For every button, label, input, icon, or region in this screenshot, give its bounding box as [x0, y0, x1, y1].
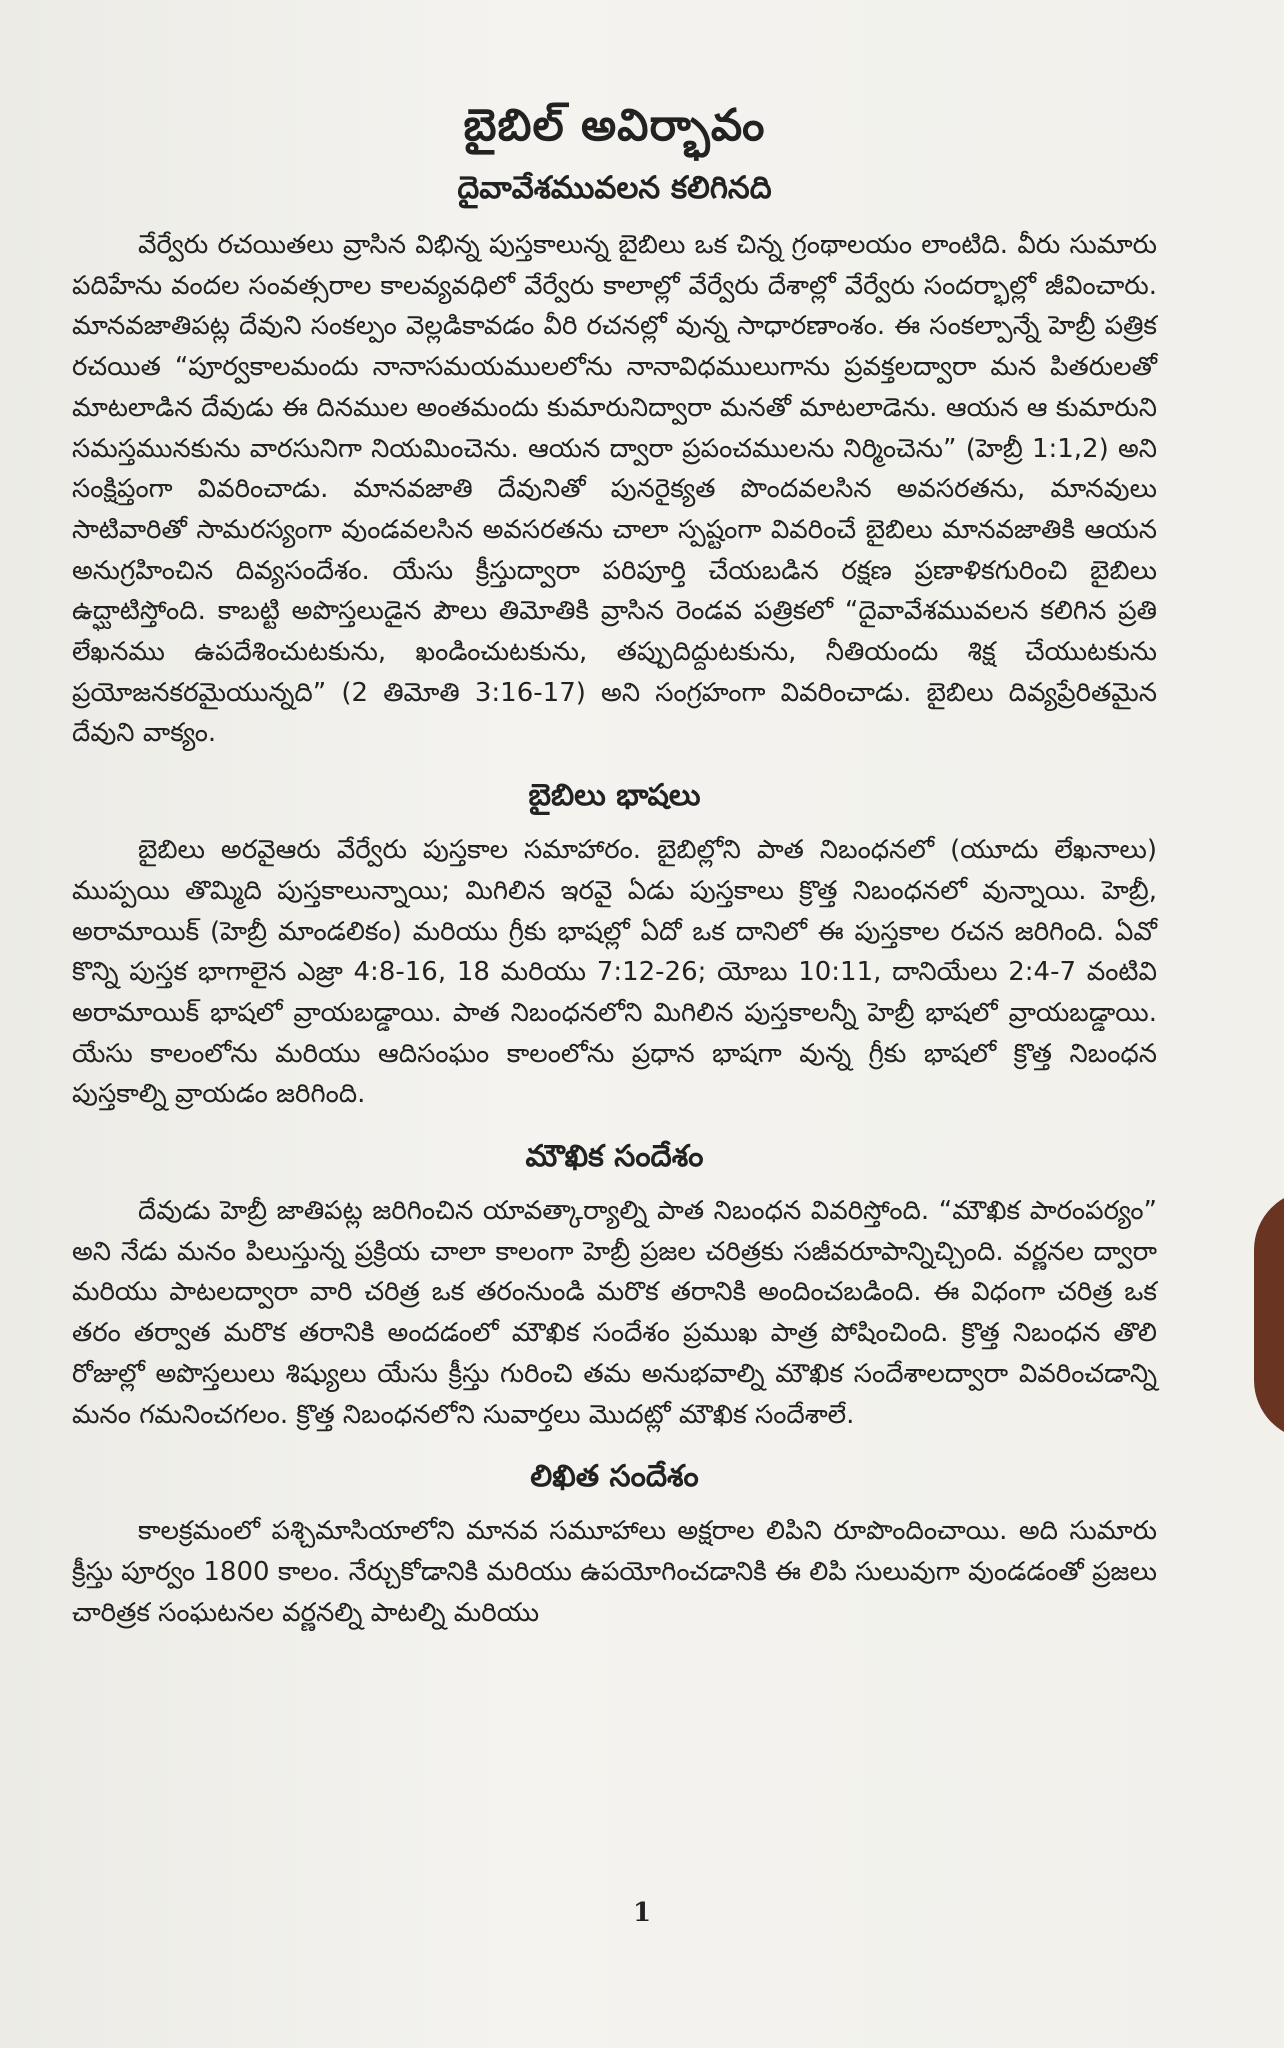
page-title: బైబిల్ అవిర్భావం — [463, 100, 766, 151]
section-heading-written-message: లిఖిత సందేశం — [530, 1459, 699, 1495]
section-paragraph-languages: బైబిలు అరవైఆరు వేర్వేరు పుస్తకాల సమాహారం. బైబిల్లోని పాత నిబంధనలో (యూదు లేఖనాలు) ముప్పయి తొమ్మిది పుస్తకాలున్నాయి; మిగిలిన ఇరవై ఏడు పుస్తకాలు క్రొత్త నిబంధనలో వున్నాయి. హెబ్రీ, అరామాయిక్ (హెబ్రీ మాండలికం) మరియు గ్రీకు భాషల్లో ఏదో ఒక దానిలో ఈ పుస్తకాల రచన జరిగింది. ఏవో కొన్ని పుస్తక భాగాలైన ఎజ్రా 4:8-16, 18 మరియు 7:12-26; యోబు 10:11, దానియేలు 2:4-7 వంటివి అరామాయిక్ భాషలో వ్రాయబడ్డాయి. పాత నిబంధనలోని మిగిలిన పుస్తకాలన్నీ హెబ్రీ భాషలో వ్రాయబడ్డాయి. యేసు కాలంలోను మరియు ఆదిసంఘం కాలంలోను ప్రధాన భాషగా వున్న గ్రీకు భాషలో క్రొత్త నిబంధన పుస్తకాల్ని వ్రాయడం జరిగింది. — [72, 835, 1157, 1110]
page-content — [72, 100, 1157, 1633]
section-heading-oral-message: మౌఖిక సందేశం — [525, 1139, 704, 1175]
section-paragraph-written-message: కాలక్రమంలో పశ్చిమాసియాలోని మానవ సమూహాలు అక్షరాల లిపిని రూపొందించాయి. అది సుమారు క్రీస్తు పూర్వం 1800 కాలం. నేర్చుకోడానికి మరియు ఉపయోగించడానికి ఈ లిపి సులువుగా వుండడంతో ప్రజలు చారిత్రక సంఘటనల వర్ణనల్ని పాటల్ని మరియు — [72, 1516, 1157, 1628]
section-heading-languages: బైబిలు భాషలు — [528, 778, 701, 814]
page-number: 1 — [632, 1898, 652, 1928]
section-paragraph-inspiration: వేర్వేరు రచయితలు వ్రాసిన విభిన్న పుస్తకాలున్న బైబిలు ఒక చిన్న గ్రంథాలయం లాంటిది. వీరు సుమారు పదిహేను వందల సంవత్సరాల కాలవ్యవధిలో వేర్వేరు కాలాల్లో వేర్వేరు దేశాల్లో వేర్వేరు సందర్భాల్లో జీవించారు. మానవజాతిపట్ల దేవుని సంకల్పం వెల్లడికావడం వీరి రచనల్లో వున్న సాధారణాంశం. ఈ సంకల్పాన్నే హెబ్రీ పత్రిక రచయిత “పూర్వకాలమందు నానాసమయములలోను నానావిధములుగాను ప్రవక్తలద్వారా మన పితరులతో మాటలాడిన దేవుడు ఈ దినముల అంతమందు కుమారునిద్వారా మనతో మాటలాడెను. ఆయన ఆ కుమారుని సమస్తమునకును వారసునిగా నియమించెను. ఆయన ద్వారా ప్రపంచములను నిర్మించెను” (హెబ్రీ 1:1,2) అని సంక్షిప్తంగా వివరించాడు. మానవజాతి దేవునితో పునరైక్యత పొందవలసిన అవసరతను, మానవులు సాటివారితో సామరస్యంగా వుండవలసిన అవసరతను చాలా స్పష్టంగా వివరించే బైబిలు మానవజాతికి ఆయన అనుగ్రహించిన దివ్యసందేశం. యేసు క్రీస్తుద్వారా పరిపూర్తి చేయబడిన రక్షణ ప్రణాళికగురించి బైబిలు ఉద్ఘాటిస్తోంది. కాబట్టి అపొస్తలుడైన పౌలు తిమోతికి వ్రాసిన రెండవ పత్రికలో “దైవావేశమువలన కలిగిన ప్రతి లేఖనము ఉపదేశించుటకును, ఖండించుటకును, తప్పుదిద్దుటకును, నీతియందు శిక్ష చేయుటకును ప్రయోజనకరమైయున్నది” (2 తిమోతి 3:16-17) అని సంగ్రహంగా వివరించాడు. బైబిలు దివ్యప్రేరితమైన దేవుని వాక్యం. — [72, 230, 1157, 749]
section-heading-inspiration: దైవావేశమువలన కలిగినది — [457, 170, 772, 206]
section-paragraph-oral-message: దేవుడు హెబ్రీ జాతిపట్ల జరిగించిన యావత్కార్యాల్ని పాత నిబంధన వివరిస్తోంది. “మౌఖిక పారంపర్యం” అని నేడు మనం పిలుస్తున్న ప్రక్రియ చాలా కాలంగా హెబ్రీ ప్రజల చరిత్రకు సజీవరూపాన్నిచ్చింది. వర్ణనల ద్వారా మరియు పాటలద్వారా వారి చరిత్ర ఒక తరంనుండి మరొక తరానికి అందించబడింది. ఈ విధంగా చరిత్ర ఒక తరం తర్వాత మరొక తరానికి అందడంలో మౌఖిక సందేశం ప్రముఖ పాత్ర పోషించింది. క్రొత్త నిబంధన తొలి రోజుల్లో అపొస్తలులు శిష్యులు యేసు క్రీస్తు గురించి తమ అనుభవాల్ని మౌఖిక సందేశాలద్వారా వివరించడాన్ని మనం గమనించగలం. క్రొత్త నిబంధనలోని సువార్తలు మొదట్లో మౌఖిక సందేశాలే. — [72, 1196, 1157, 1430]
thumb-edge — [1254, 1190, 1284, 1440]
